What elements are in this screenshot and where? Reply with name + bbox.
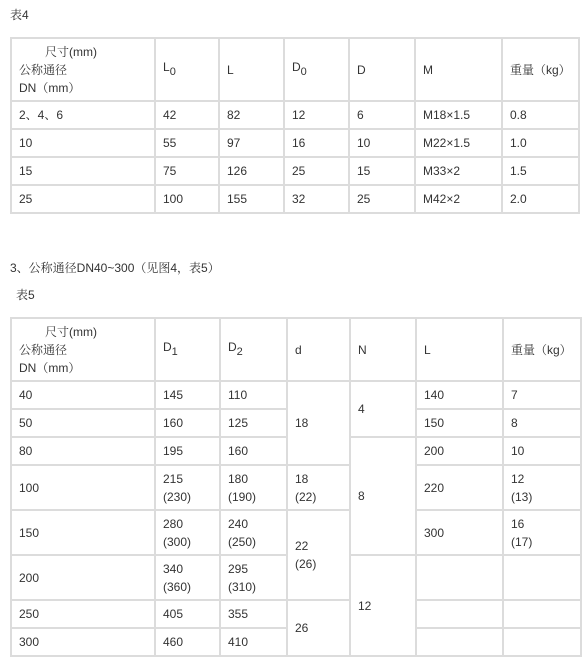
table-row bbox=[11, 381, 581, 409]
cell-d2: 180 (190) bbox=[220, 465, 287, 510]
table4-weight-header: 重量（kg） bbox=[502, 38, 579, 101]
cell-d1: 215 (230) bbox=[155, 465, 220, 510]
table4-l-header: L bbox=[219, 38, 284, 101]
cell-weight: 1.0 bbox=[502, 129, 579, 157]
cell-weight: 8 bbox=[503, 409, 581, 437]
cell-dn: 100 bbox=[11, 465, 155, 510]
cell-d1: 340 (360) bbox=[155, 555, 220, 600]
cell-weight bbox=[503, 600, 581, 628]
cell-m: M33×2 bbox=[415, 157, 502, 185]
cell-d: 25 bbox=[349, 185, 415, 213]
cell-d1: 145 bbox=[155, 381, 220, 409]
cell-d1: 280 (300) bbox=[155, 510, 220, 555]
table-row bbox=[11, 101, 579, 129]
cell-l bbox=[416, 600, 503, 628]
cell-d2: 240 (250) bbox=[220, 510, 287, 555]
table-row bbox=[11, 600, 581, 628]
cell-small-d: 18 bbox=[287, 381, 350, 465]
cell-dn: 50 bbox=[11, 409, 155, 437]
cell-d0: 12 bbox=[284, 101, 349, 129]
table-row bbox=[11, 510, 581, 555]
cell-l0: 100 bbox=[155, 185, 219, 213]
cell-l: 140 bbox=[416, 381, 503, 409]
table5-n-header: N bbox=[350, 318, 416, 381]
cell-weight bbox=[503, 628, 581, 656]
cell-d: 15 bbox=[349, 157, 415, 185]
table-row bbox=[11, 465, 581, 510]
cell-l: 126 bbox=[219, 157, 284, 185]
cell-n: 8 bbox=[350, 437, 416, 555]
cell-m: M42×2 bbox=[415, 185, 502, 213]
cell-small-d: 26 bbox=[287, 600, 350, 656]
table4-m-header: M bbox=[415, 38, 502, 101]
cell-dn: 150 bbox=[11, 510, 155, 555]
table4-l0-header: $L_0$ bbox=[155, 38, 219, 101]
cell-dn: 25 bbox=[11, 185, 155, 213]
table5-d2-header: $D_2$ bbox=[220, 318, 287, 381]
cell-l: 82 bbox=[219, 101, 284, 129]
table5-caption: 表5 bbox=[16, 288, 35, 302]
cell-d2: 410 bbox=[220, 628, 287, 656]
cell-d1: 195 bbox=[155, 437, 220, 465]
table-4 bbox=[10, 37, 580, 214]
cell-weight: 12 (13) bbox=[503, 465, 581, 510]
table4-header-row bbox=[11, 38, 579, 101]
cell-weight: 16 (17) bbox=[503, 510, 581, 555]
table4-caption: 表4 bbox=[10, 8, 29, 22]
cell-dn: 250 bbox=[11, 600, 155, 628]
table4-dim-header: 尺寸(mm) 公称通径 DN（mm） bbox=[11, 38, 155, 101]
cell-dn: 300 bbox=[11, 628, 155, 656]
table-row bbox=[11, 185, 579, 213]
cell-d1: 160 bbox=[155, 409, 220, 437]
cell-l: 97 bbox=[219, 129, 284, 157]
cell-l: 300 bbox=[416, 510, 503, 555]
cell-d2: 160 bbox=[220, 437, 287, 465]
cell-weight bbox=[503, 555, 581, 600]
cell-d0: 32 bbox=[284, 185, 349, 213]
cell-dn: 80 bbox=[11, 437, 155, 465]
cell-dn: 10 bbox=[11, 129, 155, 157]
table5-d1-header: $D_1$ bbox=[155, 318, 220, 381]
cell-dn: 2、4、6 bbox=[11, 101, 155, 129]
cell-d1: 460 bbox=[155, 628, 220, 656]
cell-d: 6 bbox=[349, 101, 415, 129]
table5-header-row bbox=[11, 318, 581, 381]
cell-m: M18×1.5 bbox=[415, 101, 502, 129]
cell-d: 10 bbox=[349, 129, 415, 157]
cell-l0: 75 bbox=[155, 157, 219, 185]
cell-l bbox=[416, 555, 503, 600]
cell-d1: 405 bbox=[155, 600, 220, 628]
table5-small-d-header: d bbox=[287, 318, 350, 381]
cell-small-d: 18 (22) bbox=[287, 465, 350, 510]
table-row bbox=[11, 157, 579, 185]
table5-dim-header: 尺寸(mm) 公称通径 DN（mm） bbox=[11, 318, 155, 381]
cell-d2: 355 bbox=[220, 600, 287, 628]
cell-l: 220 bbox=[416, 465, 503, 510]
cell-weight: 7 bbox=[503, 381, 581, 409]
cell-n: 12 bbox=[350, 555, 416, 656]
section-3-heading: 3、公称通径DN40~300（见图4，表5） bbox=[10, 261, 220, 275]
cell-weight: 0.8 bbox=[502, 101, 579, 129]
cell-small-d: 22 (26) bbox=[287, 510, 350, 600]
cell-dn: 15 bbox=[11, 157, 155, 185]
table4-d-header: D bbox=[349, 38, 415, 101]
table5-weight-header: 重量（kg） bbox=[503, 318, 581, 381]
cell-n: 4 bbox=[350, 381, 416, 437]
cell-l0: 55 bbox=[155, 129, 219, 157]
table-5 bbox=[10, 317, 582, 657]
table-row bbox=[11, 129, 579, 157]
cell-d2: 125 bbox=[220, 409, 287, 437]
cell-d2: 295 (310) bbox=[220, 555, 287, 600]
cell-weight: 2.0 bbox=[502, 185, 579, 213]
table5-l-header: L bbox=[416, 318, 503, 381]
table4-d0-header: $D_0$ bbox=[284, 38, 349, 101]
cell-m: M22×1.5 bbox=[415, 129, 502, 157]
cell-d0: 25 bbox=[284, 157, 349, 185]
cell-dn: 40 bbox=[11, 381, 155, 409]
cell-d0: 16 bbox=[284, 129, 349, 157]
cell-dn: 200 bbox=[11, 555, 155, 600]
cell-l: 155 bbox=[219, 185, 284, 213]
cell-l: 150 bbox=[416, 409, 503, 437]
cell-d2: 110 bbox=[220, 381, 287, 409]
cell-l: 200 bbox=[416, 437, 503, 465]
cell-l bbox=[416, 628, 503, 656]
cell-weight: 1.5 bbox=[502, 157, 579, 185]
cell-weight: 10 bbox=[503, 437, 581, 465]
cell-l0: 42 bbox=[155, 101, 219, 129]
